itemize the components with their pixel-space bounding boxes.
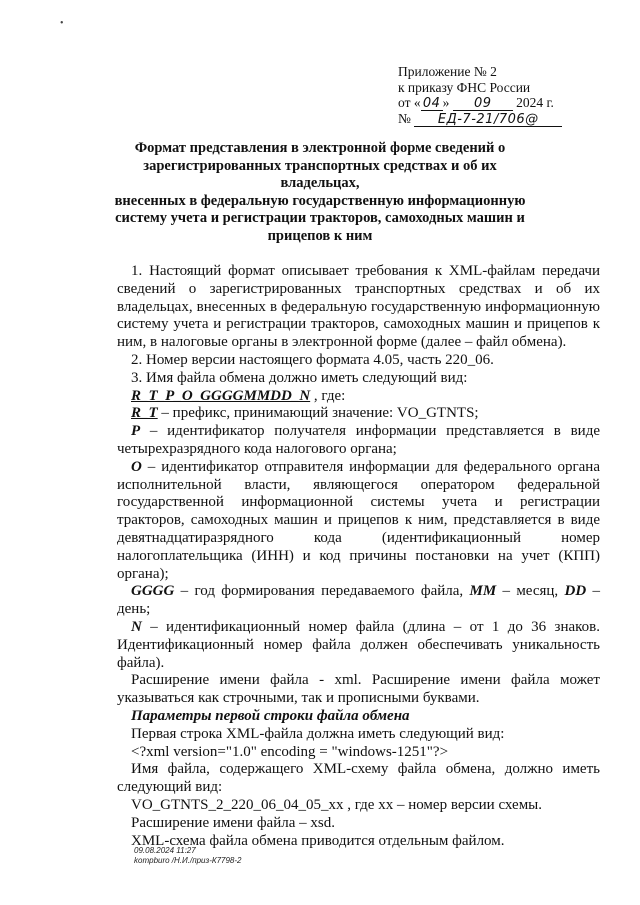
title-line: систему учета и регистрации тракторов, самоходных машин и (115, 210, 525, 226)
paragraph-8 (117, 583, 600, 619)
paragraph-1: 1. Настоящий формат описывает требования к XML-файлам передачи сведений о зарегистрированных транспортных средствах и об их владельцах, внесенных в федеральную государственную информационную систему учета и регистрации тракторов, самоходных машин и прицепов к ним, в налоговые органы в электронной форме (далее – файл обмена). (117, 263, 600, 351)
code-term: O (131, 458, 142, 475)
paragraph-16: Расширение имени файла – xsd. (131, 814, 335, 831)
paragraph-text: – префикс, принимающий значение: VO_GTNTS; (157, 405, 479, 422)
paragraph-text: – идентификатор отправителя информации для федерального органа исполнительной власти, являющегося оператором федеральной государственной информационной системы учета и регистрации тракторов, самоходных машин и прицепов к ним, представляется в виде девятнадцатиразрядного кода (идентификационный номер налогоплательщика (ИНН) и код причины постановки на учет (КПП) органа); (117, 458, 600, 582)
paragraph-text: – идентификационный номер файла (длина – от 1 до 36 знаков. Идентификационный номер файла должен обеспечивать уникальность файла). (117, 618, 600, 671)
title-line: Формат представления в электронной форме сведений о (134, 140, 506, 156)
date-month: 09 (453, 97, 513, 111)
stamp-line-date (398, 95, 562, 111)
paragraph-5 (117, 405, 600, 423)
number-prefix: № (398, 111, 411, 126)
code-term: P (131, 423, 141, 440)
title-line: внесенных в федеральную государственную информационную (114, 192, 526, 209)
stamp-line-number (398, 111, 562, 127)
code-term: R_T (131, 405, 158, 422)
paragraph-3: 3. Имя файла обмена должно иметь следующий вид: (131, 369, 468, 386)
paragraph-text: – месяц, (496, 583, 565, 600)
date-year: 2024 г. (516, 95, 554, 110)
paragraph-7 (117, 459, 600, 584)
code-term: DD (564, 583, 587, 600)
footer-path: kompburo /Н.И./приз-К7798-2 (134, 856, 242, 865)
paragraph-4 (117, 388, 600, 406)
date-day: 04 (421, 97, 443, 111)
date-mid: » (442, 95, 450, 110)
paragraph-2: 2. Номер версии настоящего формата 4.05, часть 220_06. (131, 351, 494, 368)
print-footer (134, 846, 242, 866)
title-line: прицепов к ним (267, 227, 373, 244)
order-number: ЕД-7-21/706@ (414, 113, 562, 127)
stamp-line-order: к приказу ФНС России (398, 79, 531, 95)
section-heading: Параметры первой строки файла обмена (131, 707, 410, 724)
code-term: GGGG (131, 583, 175, 600)
stamp-line-appendix: Приложение № 2 (398, 64, 497, 79)
paragraph-12: Первая строка XML-файла должна иметь следующий вид: (131, 725, 505, 742)
order-stamp (398, 64, 562, 127)
paragraph-9 (117, 619, 600, 672)
filename-pattern: R_T_P_O_GGGGMMDD_N (131, 387, 311, 404)
paragraph-17: XML-схема файла обмена приводится отдельным файлом. (131, 832, 505, 849)
paragraph-text: – год формирования передаваемого файла, (174, 583, 470, 600)
paragraph-10: Расширение имени файла - xml. Расширение имени файла может указываться как строчными, так и прописными буквами. (117, 672, 600, 707)
title-line: зарегистрированных транспортных средствах и об их владельцах, (143, 157, 497, 191)
paragraph-text: – идентификатор получателя информации представляется в виде четырехразрядного кода налогового органа; (117, 423, 600, 457)
paragraph-14: Имя файла, содержащего XML-схему файла обмена, должно иметь следующий вид: (117, 761, 600, 796)
document-body (117, 263, 600, 850)
date-prefix: от « (398, 95, 421, 110)
schema-filename: VO_GTNTS_2_220_06_04_05_xx , где хх – номер версии схемы. (131, 796, 543, 813)
paragraph-text: – день; (117, 583, 601, 618)
paragraph-text: , где: (310, 387, 346, 404)
xml-declaration: <?xml version="1.0" encoding = "windows-1251"?> (131, 743, 449, 760)
code-term: MM (469, 583, 497, 600)
paragraph-6 (117, 423, 600, 459)
code-term: N (131, 618, 142, 635)
header-mark: • (60, 18, 64, 29)
footer-timestamp: 09.08.2024 11:27 (134, 846, 196, 855)
document-title (110, 140, 530, 245)
